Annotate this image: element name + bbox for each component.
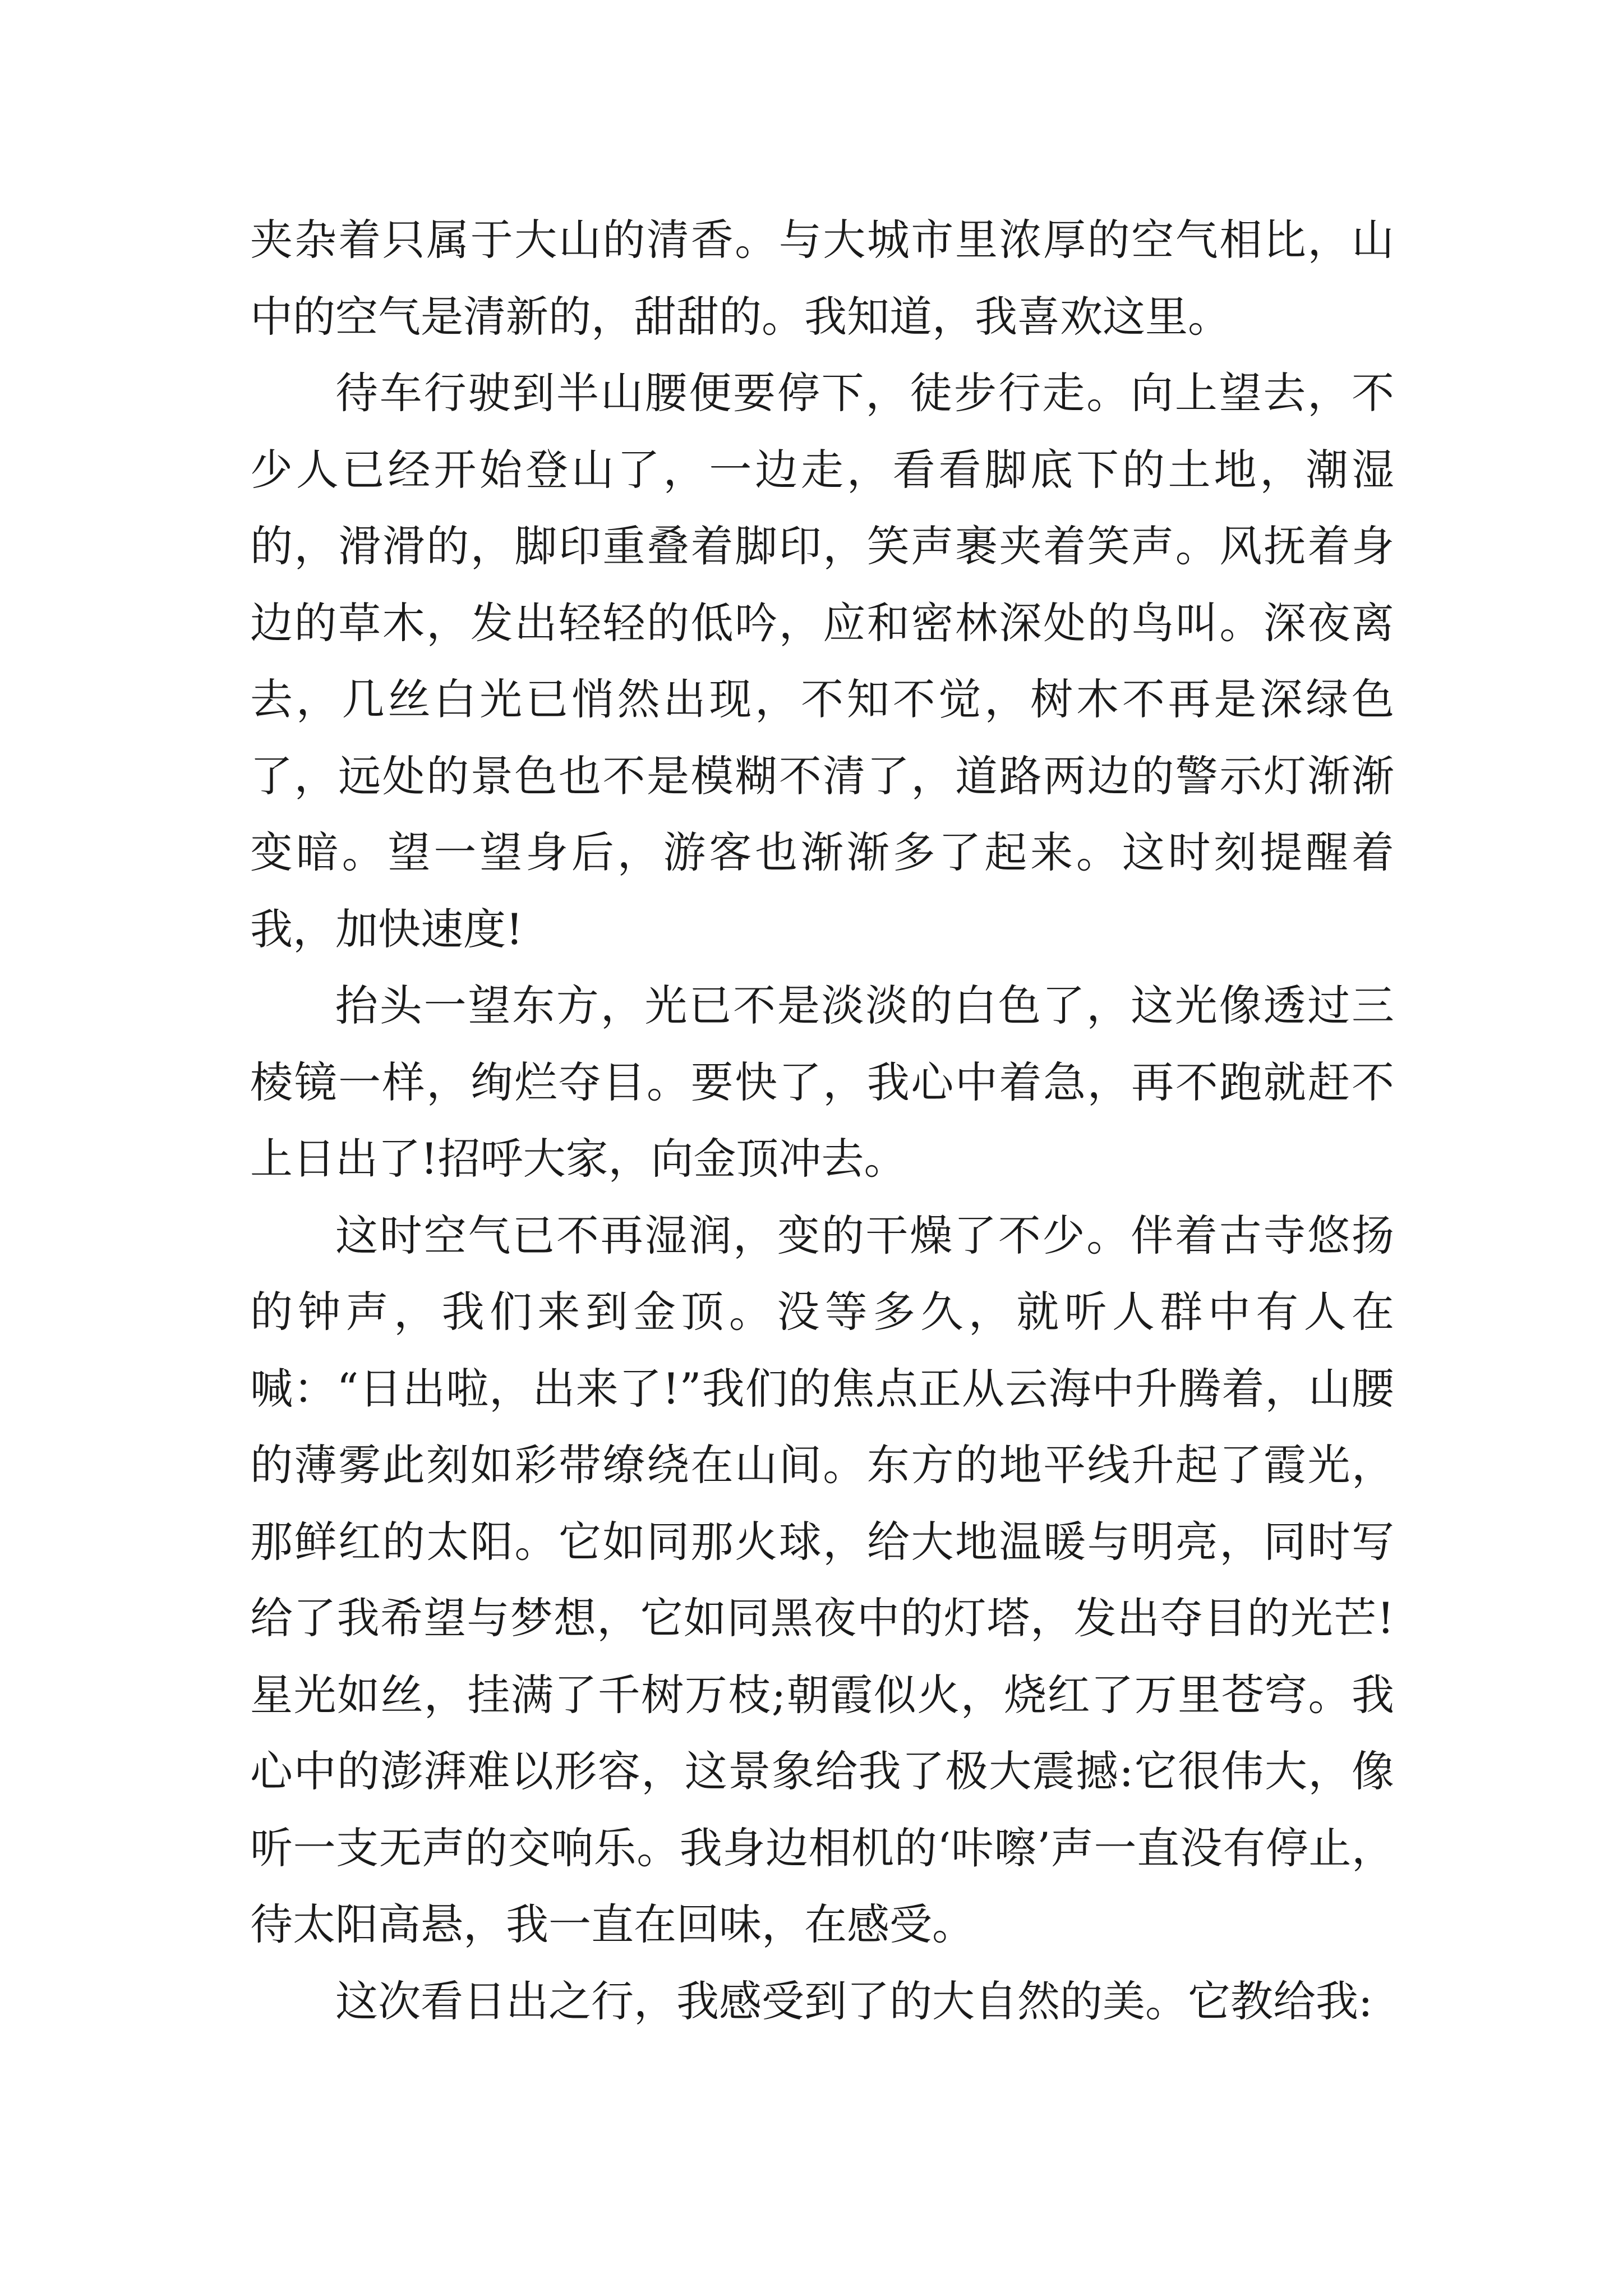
paragraph: 夹杂着只属于大山的清香。与大城市里浓厚的空气相比，山中的空气是清新的，甜甜的。我知道，我喜欢这里。	[250, 215, 1394, 342]
paragraph: 抬头一望东方，光已不是淡淡的白色了，这光像透过三棱镜一样，绚烂夺目。要快了，我心中着急，再不跑就赶不上日出了!招呼大家，向金顶冲去。	[250, 981, 1394, 1184]
paragraph: 这次看日出之行，我感受到了的大自然的美。它教给我:	[335, 1976, 1373, 2026]
body-text	[250, 202, 1394, 2040]
paragraph: 待车行驶到半山腰便要停下，徒步行走。向上望去，不少人已经开始登山了，一边走，看看脚底下的土地，潮湿的，滑滑的，脚印重叠着脚印，笑声裹夹着笑声。风抚着身边的草木，发出轻轻的低吟，应和密林深处的鸟叫。深夜离去，几丝白光已悄然出现，不知不觉，树木不再是深绿色了，远处的景色也不是模糊不清了，道路两边的警示灯渐渐变暗。望一望身后，游客也渐渐多了起来。这时刻提醒着我，加快速度!	[250, 368, 1394, 954]
paragraph: 这时空气已不再湿润，变的干燥了不少。伴着古寺悠扬的钟声，我们来到金顶。没等多久，就听人群中有人在喊：“日出啦，出来了!”我们的焦点正从云海中升腾着，山腰的薄雾此刻如彩带缭绕在山间。东方的地平线升起了霞光，那鲜红的太阳。它如同那火球，给大地温暖与明亮，同时写给了我希望与梦想，它如同黑夜中的灯塔，发出夺目的光芒!星光如丝，挂满了千树万枝;朝霞似火，烧红了万里苍穹。我心中的澎湃难以形容，这景象给我了极大震撼:它很伟大，像听一支无声的交响乐。我身边相机的‘咔嚓’声一直没有停止，待太阳高悬，我一直在回味，在感受。	[250, 1210, 1394, 1949]
